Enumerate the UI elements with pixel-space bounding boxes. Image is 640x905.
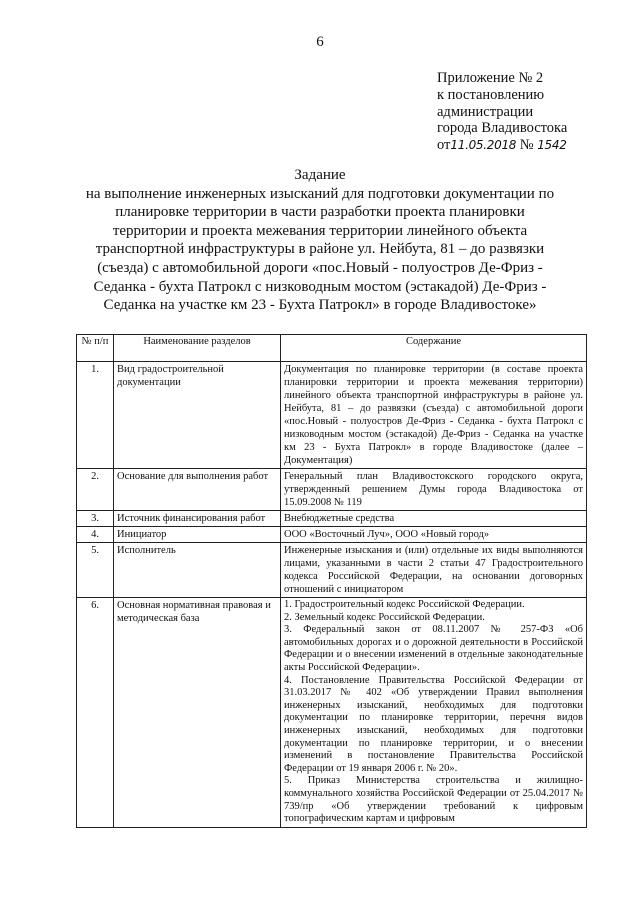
row-section: Исполнитель [114, 543, 281, 598]
table-row [77, 527, 587, 543]
row-num: 1. [77, 362, 114, 469]
table-row [77, 598, 587, 828]
row-num: 6. [77, 598, 114, 828]
table-row [77, 469, 587, 511]
appendix-line: администрации [437, 103, 534, 120]
number-prefix: № [519, 137, 534, 154]
date-prefix: от [437, 137, 451, 154]
row-section: Основная нормативная правовая и методическая база [114, 598, 281, 828]
row-content [281, 598, 587, 828]
row-section: Источник финансирования работ [114, 511, 281, 527]
table-row [77, 543, 587, 598]
legal-basis-item: 2. Земельный кодекс Российской Федерации. [284, 611, 485, 623]
row-num: 4. [77, 527, 114, 543]
heading-subtitle: на выполнение инженерных изысканий для подготовки документации по планировке территории в части разработки проекта планировки территории и проекта межевания территории линейного объекта транспортной инфраструктуры в районе ул. Нейбута, 81 – до развязки (съезда) с автомобильной дороги «пос.Новый - полуостров Де-Фриз - Седанка - бухта Патрокл с низководным мостом (эстакадой) Де-Фриз - Седанка на участке км 23 - Бухта Патрокл» в городе Владивостоке» [85, 185, 555, 314]
legal-basis-item: 4. Постановление Правительства Российской Федерации от 31.03.2017 № 402 «Об утверждении Правил выполнения инженерных изысканий, необходимых для подготовки документации по планировке территории, перечня видов инженерных изысканий, необходимых для подготовки документации по планировке территории, и о внесении изменений в постановление Правительства Российской Федерации от 19 января 2006 г. № 20». [284, 674, 583, 774]
appendix-line: Приложение № 2 [437, 70, 544, 86]
header-num: № п/п [77, 335, 114, 362]
row-content: Инженерные изыскания и (или) отдельные их виды выполняются лицами, указанными в части 2 статьи 47 Градостроительного кодекса Российской Федерации, на основании договорных отношений с инициатором [281, 543, 587, 598]
legal-basis-item: 1. Градостроительный кодекс Российской Федерации. [284, 599, 525, 610]
row-content: Документация по планировке территории (в составе проекта планировки территории и проекта межевания территории) линейного объекта транспортной инфраструктуры в районе ул. Нейбута, 81 – до развязки (съезда) с автомобильной дороги «пос.Новый - полуостров Де-Фриз - Седанка - бухта Патрокл с низководным мостом (эстакадой) Де-Фриз - Седанка на участке км 23 - Бухта Патрокл» в городе Владивостоке (далее – Документация) [281, 362, 587, 469]
handwritten-number: 1542 [537, 138, 567, 153]
task-table [76, 334, 587, 828]
row-section: Вид градостроительной документации [114, 362, 281, 469]
row-content: Внебюджетные средства [281, 511, 587, 527]
header-content: Содержание [281, 335, 587, 362]
row-section: Инициатор [114, 527, 281, 543]
page-number: 6 [316, 34, 324, 50]
table-row [77, 511, 587, 527]
row-section: Основание для выполнения работ [114, 469, 281, 511]
row-num: 2. [77, 469, 114, 511]
appendix-block [437, 70, 567, 154]
handwritten-date: 11.05.2018 [450, 138, 517, 153]
legal-basis-item: 5. Приказ Министерства строительства и жилищно-коммунального хозяйства Российской Федерации от 25.04.2017 № 739/пр «Об утверждении требований к цифровым топографическим картам и цифровым [284, 775, 583, 825]
heading-title: Задание [294, 167, 346, 183]
table-header-row [77, 335, 587, 362]
legal-basis-item: 3. Федеральный закон от 08.11.2007 № 257-ФЗ «Об автомобильных дорогах и о дорожной деятельности в Российской Федерации и о внесении изменений в отдельные законодательные акты Российской Федерации». [284, 624, 583, 673]
appendix-date-line [437, 137, 567, 154]
table-row [77, 362, 587, 469]
row-content: ООО «Восточный Луч», ООО «Новый город» [281, 527, 587, 543]
document-heading [80, 166, 560, 315]
row-content: Генеральный план Владивостокского городского округа, утвержденный решением Думы города Владивостока от 15.09.2008 № 119 [281, 469, 587, 511]
row-num: 5. [77, 543, 114, 598]
appendix-line: к постановлению [437, 86, 545, 103]
row-num: 3. [77, 511, 114, 527]
header-section: Наименование разделов [114, 335, 281, 362]
appendix-line: города Владивостока [437, 120, 568, 137]
